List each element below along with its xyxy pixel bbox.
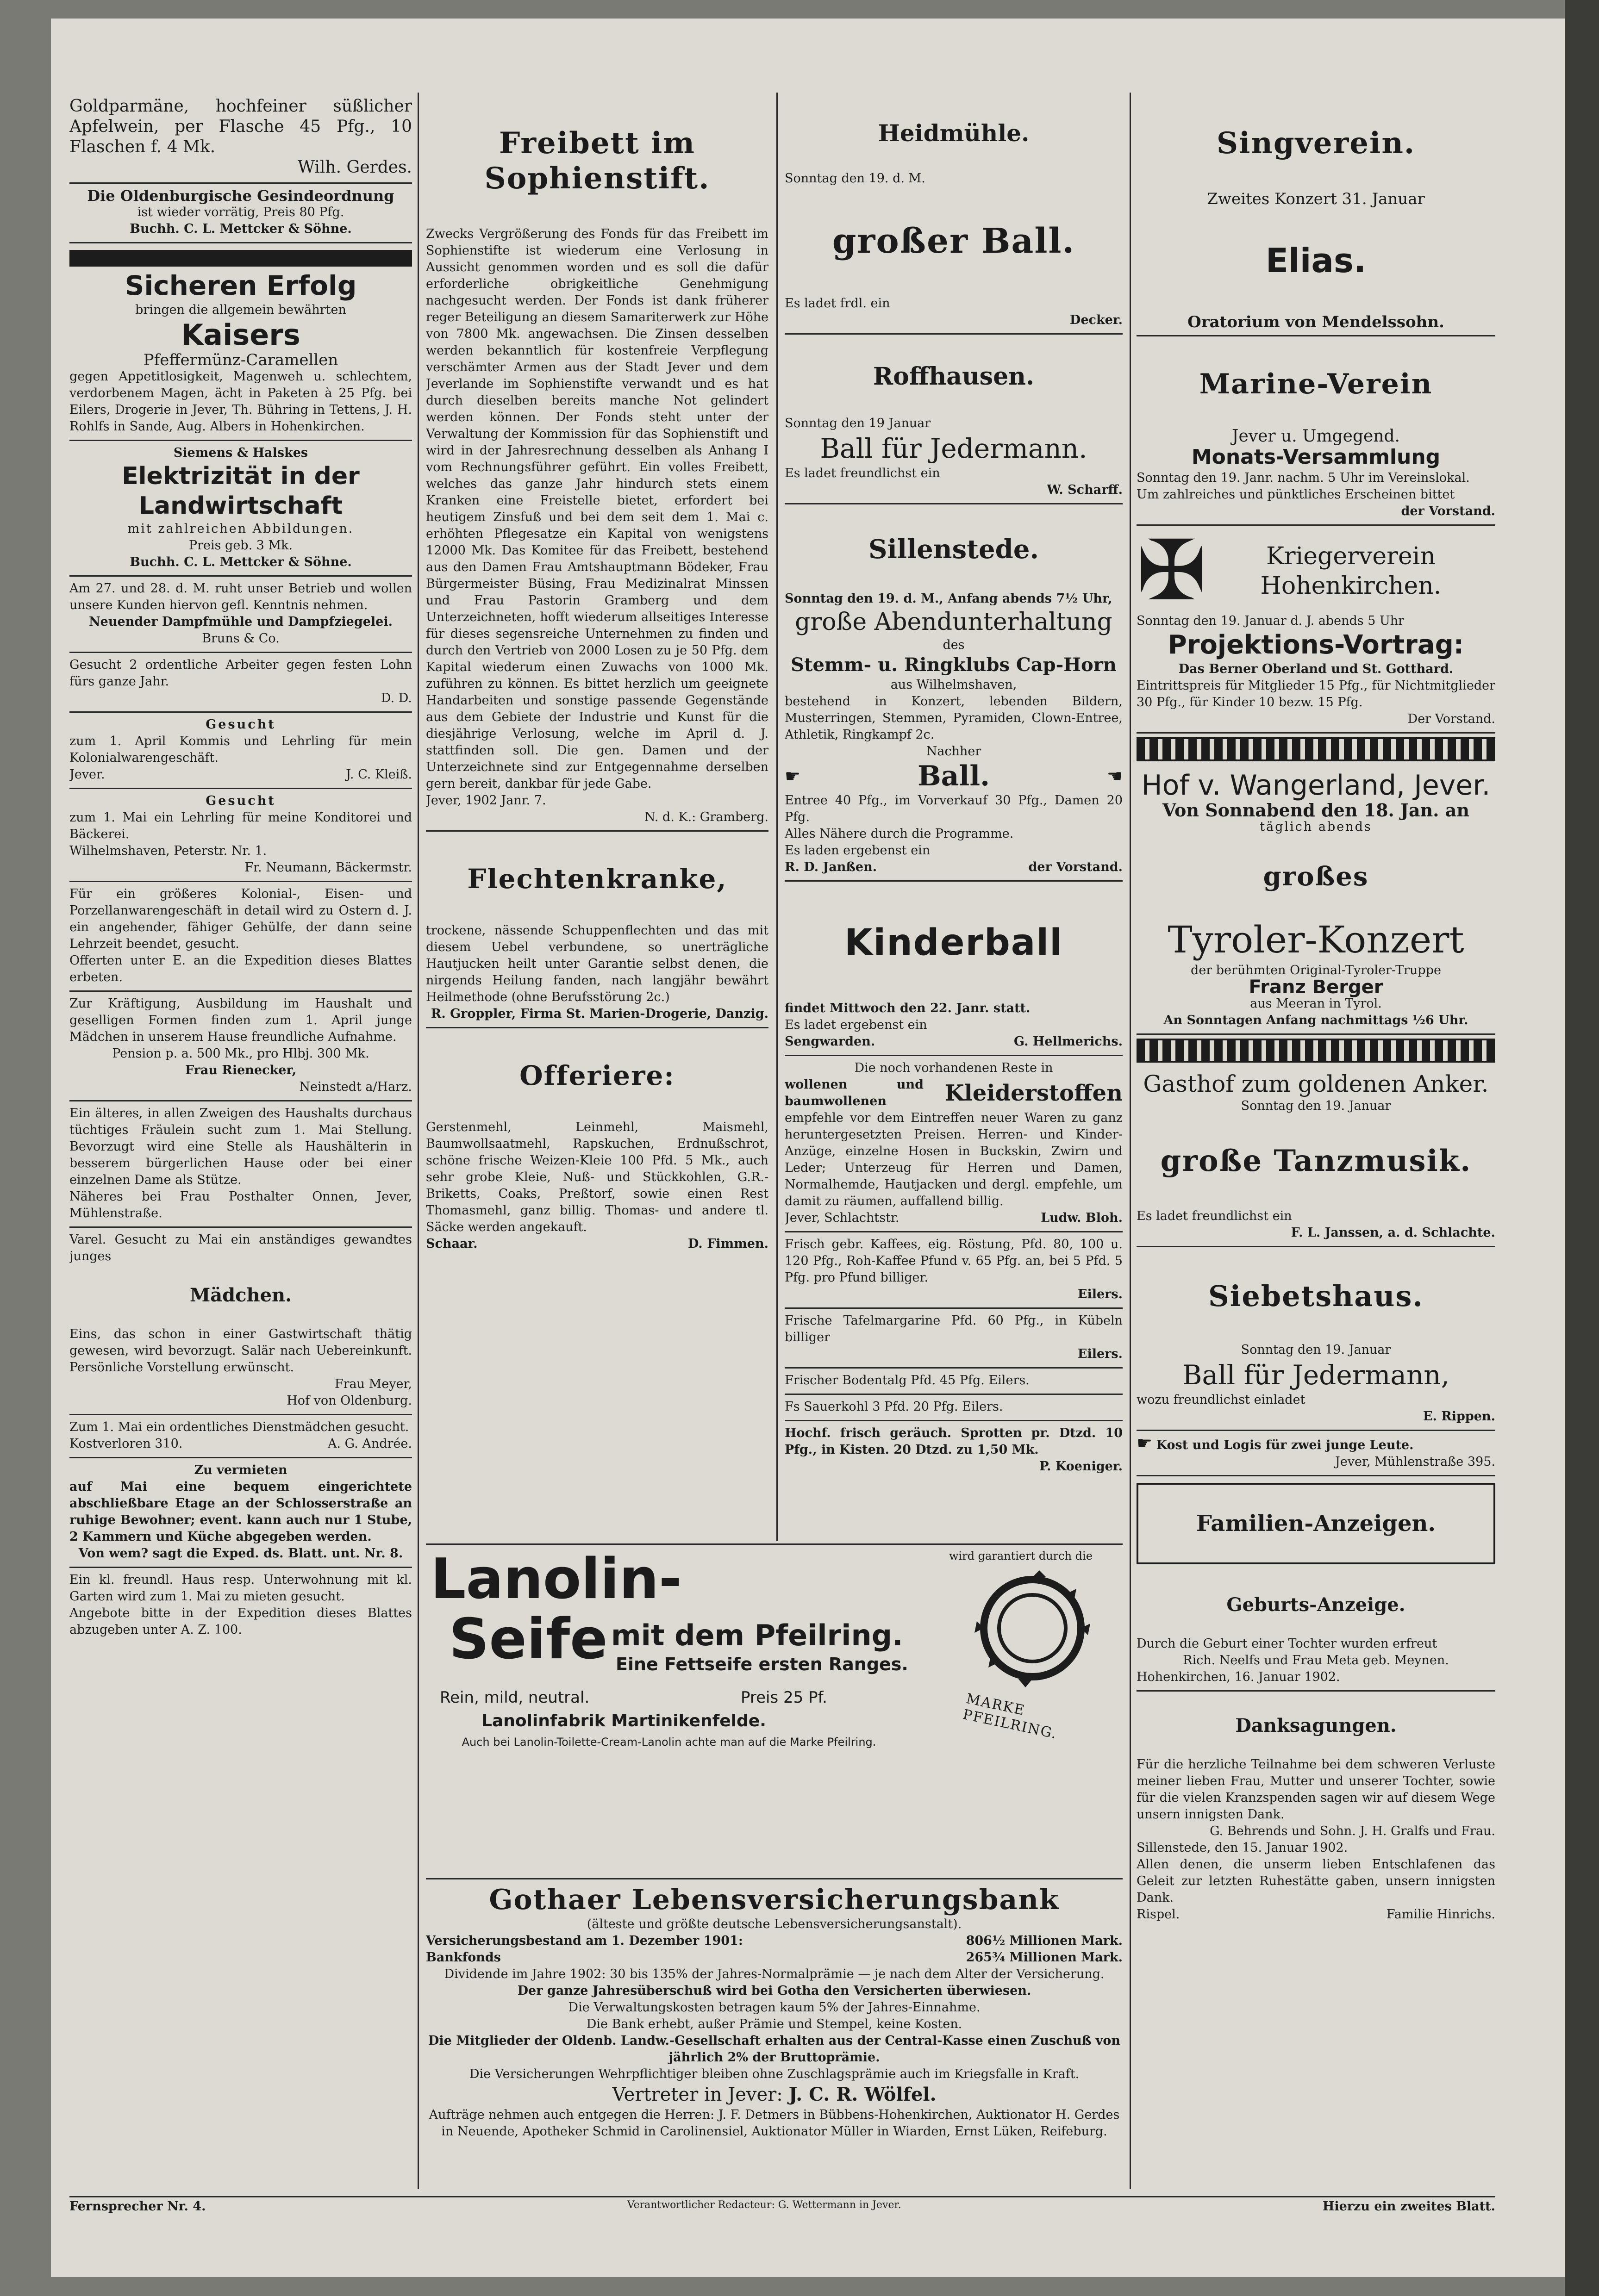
ad-price: Preis 25 Pf. — [741, 1688, 827, 1707]
ad-anker — [1137, 1066, 1495, 1247]
scan-edge — [1565, 0, 1599, 2296]
ad-topic: Das Berner Oberland und St. Gotthard. — [1178, 662, 1454, 676]
ad-offeriere — [426, 1028, 768, 1257]
ad-place: Wilhelmshaven, Peterstr. Nr. 1. — [69, 844, 267, 858]
ad-signature: Wilh. Gerdes. — [297, 158, 412, 177]
ad-sub: Oratorium von Mendelssohn. — [1187, 313, 1444, 331]
ad-signature: G. Hellmerichs. — [1014, 1034, 1123, 1049]
ad-title: Zu vermieten — [194, 1463, 287, 1477]
ad-work: Elias. — [1265, 241, 1367, 280]
ad-place: Hohenkirchen, 16. Januar 1902. — [1137, 1670, 1340, 1684]
ad-signature: Familie Hinrichs. — [1386, 1907, 1495, 1922]
ad-sub: Jever u. Umgegend. — [1232, 427, 1400, 446]
ad-lanolin — [426, 1543, 1123, 1879]
footer-phone: Fernsprecher Nr. 4. — [69, 2199, 206, 2214]
ad-date: Sonntag den 19. Januar — [1241, 1343, 1391, 1357]
ad-title: Offeriere: — [519, 1060, 675, 1091]
ad-text: auf Mai eine bequem eingerichtete abschließbare Etage an der Schlosserstraße an ruhige Bewohner; event. kann auch nur 1 Stube, 2 Kammern und Küche abgegeben werden. — [69, 1480, 412, 1544]
ad-title: Roffhausen. — [873, 362, 1035, 391]
ad-dank — [1137, 1692, 1495, 1928]
ad-event: Tyroler-Konzert — [1168, 918, 1464, 961]
ad-text: Ein kl. freundl. Haus resp. Unterwohnung mit kl. Garten wird zum 1. Mai zu mieten gesucht. — [69, 1573, 412, 1604]
ad-event: Monats-Versammlung — [1191, 445, 1441, 469]
ad-headline: Sicheren Erfolg — [125, 270, 357, 301]
ad-sillenstede — [785, 504, 1123, 882]
ad-dienstmaedchen — [69, 1415, 412, 1458]
ad-sub: (älteste und größte deutsche Lebensversicherungsanstalt). — [587, 1917, 962, 1931]
ad-wool: wollenen und baumwollenen — [785, 1077, 924, 1108]
ad-signature: Ludw. Bloh. — [1041, 1211, 1123, 1225]
ad-kleiderstoffen — [785, 1056, 1123, 1232]
ad-gesindeordnung — [69, 184, 412, 243]
decorative-bar — [69, 250, 412, 267]
ad-program: bestehend in Konzert, lebenden Bildern, Musterringen, Stemmen, Pyramiden, Clown-Entree, Athletik, Ringkampf 2c. — [785, 694, 1123, 742]
ad-sub: mit zahlreichen Abbildungen. — [127, 522, 354, 536]
ad-event: große Abendunterhaltung — [795, 608, 1112, 636]
ad-invite: Es ladet freundlichst ein — [1137, 1209, 1292, 1223]
ad-title: Kleiderstoffen — [944, 1080, 1123, 1106]
ad-text: ist wieder vorrätig, Preis 80 Pfg. — [137, 205, 344, 219]
pointing-hand-right-icon: ☛ — [785, 766, 801, 786]
ad-desc: der berühmten Original-Tyroler-Truppe — [1191, 963, 1441, 977]
ad-arbeiter — [69, 653, 412, 713]
ad-date: Sonntag den 19. Januar d. J. abends 5 Uhr — [1137, 614, 1405, 628]
ad-agent: J. C. R. Wölfel. — [788, 2084, 937, 2105]
ad-product: Pfeffermünz-Caramellen — [143, 351, 338, 369]
ad-price: Preis geb. 3 Mk. — [188, 538, 293, 553]
ad-title: Siebetshaus. — [1208, 1279, 1424, 1313]
iron-cross-icon: ✠ — [1137, 523, 1206, 619]
ad-agent-label: Vertreter in Jever: — [612, 2084, 783, 2105]
ad-after: Nachher — [926, 744, 981, 759]
ad-signature: D. D. — [381, 691, 412, 705]
ad-maker: Siemens & Halskes — [173, 446, 308, 460]
ad-wangerland — [1137, 765, 1495, 1035]
ad-place: Jever, Schlachtstr. — [785, 1211, 899, 1225]
ad-signature: N. d. K.: Gramberg. — [644, 810, 768, 824]
ad-signature: Eilers. — [1077, 1287, 1123, 1301]
ad-signature: Eilers. — [1077, 1347, 1123, 1361]
ad-geburt — [1137, 1571, 1495, 1692]
ad-line: Die Mitglieder der Oldenb. Landw.-Gesellschaft erhalten aus der Central-Kasse einen Zuschuß von jährlich 2% der Bruttoprämie. — [428, 2034, 1120, 2065]
ad-title: Geburts-Anzeige. — [1226, 1594, 1405, 1616]
ad-text: Sonntag den 19. Janr. nachm. 5 Uhr im Vereinslokal. — [1137, 471, 1470, 485]
ad-title: Mädchen. — [189, 1284, 292, 1306]
ad-lead: Varel. Gesucht zu Mai ein anständiges gewandtes junges — [69, 1232, 412, 1263]
ad-date: Sonntag den 19. d. M., Anfang abends 7½ Uhr, — [785, 591, 1112, 606]
ad-value: 806½ Millionen Mark. — [966, 1934, 1123, 1948]
ad-price: Entree 40 Pfg., im Vorverkauf 30 Pfg., Damen 20 Pfg. — [785, 793, 1123, 824]
ad-signature: R. Groppler, Firma St. Marien-Drogerie, Danzig. — [431, 1007, 768, 1021]
ad-date: Zweites Konzert 31. Januar — [1207, 190, 1425, 208]
column-3 — [785, 93, 1123, 1541]
ad-margarine — [785, 1309, 1123, 1369]
ad-label: Versicherungsbestand am 1. Dezember 1901: — [426, 1934, 743, 1948]
ad-signature: R. D. Janßen. — [785, 860, 877, 874]
ad-price: Eintrittspreis für Mitglieder 15 Pfg., für Nichtmitglieder 30 Pfg., für Kinder 10 bezw. 15 Pfg. — [1137, 678, 1495, 709]
ad-maedchen — [69, 1228, 412, 1415]
ad-roffhausen — [785, 335, 1123, 504]
ad-signature: Bruns & Co. — [202, 631, 280, 646]
ad-text: Frische Tafelmargarine Pfd. 60 Pfg., in Kübeln billiger — [785, 1313, 1123, 1344]
ad-text: Goldparmäne, hochfeiner süßlicher Apfelwein, per Flasche 45 Pfg., 10 Flaschen f. 4 Mk. — [69, 97, 412, 156]
ad-brand: Kaisers — [181, 318, 300, 352]
ad-sunday: An Sonntagen Anfang nachmittags ½6 Uhr. — [1163, 1013, 1468, 1027]
ad-date: Sonntag den 19. Januar — [1241, 1099, 1391, 1113]
ad-title: Freibett im Sophienstift. — [484, 126, 710, 196]
ad-signature: W. Scharff. — [1047, 483, 1123, 497]
ad-signature: E. Rippen. — [1423, 1409, 1495, 1424]
ad-text: Gerstenmehl, Leinmehl, Maismehl, Baumwollsaatmehl, Rapskuchen, Erdnußschrot, schöne frische Weizen-Kleie 100 Pfd. 5 Mk., auch sehr grobe Kleie, Nuß- und Stückkohlen, G.R.-Briketts, Coaks, Preßtorf, sowie einen Rest Thomasmehl, ganz billig. Thomas- und andere tl. Säcke werden angekauft. — [426, 1120, 768, 1234]
ad-text: Zum 1. Mai ein ordentliches Dienstmädchen gesucht. — [69, 1420, 409, 1434]
ad-place: Hof von Oldenburg. — [287, 1394, 412, 1408]
ad-footer: Aufträge nehmen auch entgegen die Herren: J. F. Detmers in Bübbens-Hohenkirchen, Auktionator H. Gerdes in Neuende, Apotheker Schmid in Carolinensiel, Auktionator Müller in Wiarden, Ernst Lüken, Reifeburg. — [429, 2108, 1120, 2139]
ad-event: Projektions-Vortrag: — [1168, 630, 1464, 660]
ad-haus — [69, 1568, 412, 1643]
ad-title: Die Oldenburgische Gesindeordnung — [87, 187, 394, 205]
ad-place: Schaar. — [426, 1237, 478, 1251]
column-rule — [776, 93, 778, 1541]
ad-claim: mit dem Pfeilring. — [611, 1618, 903, 1652]
column-1 — [69, 93, 412, 2189]
ad-title: Hof v. Wangerland, Jever. — [1141, 769, 1491, 802]
ad-place: Sillenstede, den 15. Januar 1902. — [1137, 1841, 1348, 1855]
ad-text: Zur Kräftigung, Ausbildung im Haushalt und geselligen Formen finden zum 1. April junge Mädchen in unserem Hause freundliche Aufnahme. — [69, 996, 412, 1044]
ad-signature: der Vorstand. — [1028, 860, 1123, 874]
ad-date: Sonntag den 19. d. M. — [785, 171, 925, 186]
ad-invite: wozu freundlichst einladet — [1137, 1393, 1305, 1407]
ad-label: Bankfonds — [426, 1950, 501, 1965]
ad-ball: Ball. — [917, 760, 990, 792]
ad-sauerkohl — [785, 1395, 1123, 1421]
ad-kaisers — [69, 243, 412, 441]
ad-title: Gesucht — [206, 794, 276, 808]
ad-title: Kriegerverein Hohenkirchen. — [1260, 542, 1442, 600]
ad-title: Danksagungen. — [1235, 1715, 1397, 1736]
ad-signature: F. L. Janssen, a. d. Schlachte. — [1291, 1226, 1495, 1240]
ad-text: Fs Sauerkohl 3 Pfd. 20 Pfg. Eilers. — [785, 1400, 1003, 1414]
ad-title: Kinderball — [844, 922, 1063, 964]
ad-text: Allen denen, die unserm lieben Entschlafenen das Geleit zur letzten Ruhestätte gaben, unsern innigsten Dank. — [1137, 1857, 1495, 1905]
ad-title: Sillenstede. — [868, 534, 1039, 565]
ad-signature: Frau Meyer, — [334, 1377, 412, 1391]
ad-text: Kost und Logis für zwei junge Leute. — [1156, 1438, 1414, 1452]
ad-text: Für ein größeres Kolonial-, Eisen- und Porzellanwarengeschäft in detail wird zu Ostern d. J. ein angehender, fähiger Gehülfe, der dann seine Lehrzeit beendet, gesucht. — [69, 887, 412, 951]
ad-guarantee: wird garantiert durch die — [949, 1549, 1093, 1562]
ad-title: Marine-Verein — [1199, 368, 1433, 400]
ad-company: Neuender Dampfmühle und Dampfziegelei. — [88, 615, 393, 629]
ad-title: Heidmühle. — [878, 119, 1030, 147]
ad-place: Neinstedt a/Harz. — [299, 1080, 412, 1094]
ad-flechten — [426, 832, 768, 1028]
ad-event: große Tanzmusik. — [1160, 1144, 1472, 1178]
ad-gesucht-lehrling — [69, 789, 412, 882]
ad-more: Alles Nähere durch die Programme. — [785, 827, 1014, 841]
ad-event: großer Ball. — [832, 221, 1075, 261]
ad-brand: Lanolin- — [431, 1547, 682, 1612]
ad-note: Näheres bei Frau Posthalter Onnen, Jever, Mühlenstraße. — [69, 1189, 412, 1220]
ad-marine — [1137, 336, 1495, 526]
ad-signature: A. G. Andrée. — [327, 1437, 412, 1451]
ad-brand: Seife — [449, 1607, 608, 1672]
ad-kinderball — [785, 882, 1123, 1056]
page-footer — [69, 2196, 1495, 2215]
ad-text: Eins, das schon in einer Gastwirtschaft thätig gewesen, wird bevorzugt. Salär nach Uebereinkunft. Persönliche Vorstellung erwünscht. — [69, 1327, 412, 1375]
ad-from: Von Sonnabend den 18. Jan. an — [1162, 800, 1469, 821]
ad-note: Auch bei Lanolin-Toilette-Cream-Lanolin achte man auf die Marke Pfeilring. — [462, 1736, 876, 1748]
ad-text: Gesucht 2 ordentliche Arbeiter gegen festen Lohn fürs ganze Jahr. — [69, 658, 412, 689]
pfeilring-logo-icon — [958, 1568, 1106, 1702]
ad-signature: der Vorstand. — [1401, 504, 1495, 518]
ad-gotha — [426, 1884, 1123, 2189]
ad-text: Für die herzliche Teilnahme bei dem schweren Verluste meiner lieben Frau, Mutter und unserer Tochter, sowie für die vielen Kranzspenden sagen wir auf diesem Wege unsern innigsten Dank. — [1137, 1757, 1495, 1822]
ad-text: trockene, nässende Schuppenflechten und das mit diesem Uebel verbundene, so unerträgliche Hautjucken heilt unter Garantie selbst denen, die nirgends Heilung fanden, nach langjähr bewährt Heilmethode (ohne Berufsstörung 2c.) — [426, 923, 768, 1004]
ad-club: Stemm- u. Ringklubs Cap-Horn — [791, 654, 1117, 676]
ad-place: Rispel. — [1137, 1907, 1180, 1922]
ad-note: Von wem? sagt die Exped. ds. Blatt. unt. Nr. 8. — [78, 1546, 403, 1561]
ad-kaffee — [785, 1232, 1123, 1309]
ad-goldparmaene — [69, 93, 412, 184]
ad-signature: Frau Rienecker, — [185, 1063, 297, 1077]
ad-text: empfehle vor dem Eintreffen neuer Waren zu ganz heruntergesetzten Preisen. Herren- und Kinder-Anzüge, einzelne Hosen in Buckskin, Zwirn und Leder; Unterzeug für Herren und Damen, Normalhemde, Hautjacken und dergl. empfehle, um damit zu räumen, auffallend billig. — [785, 1111, 1123, 1208]
ad-signature: D. Fimmen. — [687, 1237, 768, 1251]
pointing-hand-icon: ☛ — [1137, 1433, 1153, 1453]
ad-title: Gothaer Lebensversicherungsbank — [489, 1884, 1060, 1916]
ad-sub: bringen die allgemein bewährten — [135, 303, 346, 317]
ad-text: Durch die Geburt einer Tochter wurden erfreut — [1137, 1636, 1437, 1651]
ad-text: zum 1. April Kommis und Lehrling für mein Kolonialwarengeschäft. — [69, 734, 412, 765]
ad-siemens — [69, 441, 412, 577]
ad-krieger — [1137, 523, 1495, 734]
ad-text: Frisch gebr. Kaffees, eig. Röstung, Pfd. 80, 100 u. 120 Pfg., Roh-Kaffee Pfund v. 65 Pfg. an, bei 5 Pfd. 5 Pfg. pro Pfund billiger. — [785, 1237, 1123, 1285]
column-2 — [426, 93, 768, 1541]
ad-line: Die Bank erhebt, außer Prämie und Stempel, keine Kosten. — [586, 2017, 962, 2031]
ad-kost — [1137, 1431, 1495, 1476]
ad-signature: Decker. — [1069, 313, 1123, 327]
ad-dampfmuehle — [69, 577, 412, 653]
ad-line: Die Verwaltungskosten betragen kaum 5% der Jahres-Einnahme. — [568, 2000, 981, 2015]
footer-editor: Verantwortlicher Redacteur: G. Wettermann in Jever. — [627, 2199, 901, 2211]
ad-sprotten — [785, 1421, 1123, 1480]
ad-kraeftigung — [69, 992, 412, 1101]
column-4 — [1137, 93, 1495, 2189]
ad-place: Sengwarden. — [785, 1034, 875, 1049]
ad-singverein — [1137, 93, 1495, 336]
ad-freibett — [426, 93, 768, 832]
ad-text: gegen Appetitlosigkeit, Magenweh u. schlechtem, verdorbenem Magen, ächt in Paketen à 25 Pfg. bei Eilers, Drogerie in Jever, Th. Bühring in Tettens, J. H. Rohlfs in Sande, Aug. Albers in Hohenkirchen. — [69, 369, 412, 434]
ad-invite: Es laden ergebenst ein — [785, 843, 931, 858]
ad-pension: Pension p. a. 500 Mk., pro Hlbj. 300 Mk. — [112, 1046, 369, 1061]
ad-place: Jever, Mühlenstraße 395. — [1335, 1455, 1495, 1469]
ad-signature: Fr. Neumann, Bäckermstr. — [244, 860, 412, 875]
ad-heidmuehle — [785, 93, 1123, 335]
decorative-border — [1137, 1039, 1495, 1063]
column-rule — [418, 93, 419, 2189]
ad-event: Ball für Jedermann, — [1182, 1359, 1450, 1391]
ad-great: großes — [1263, 861, 1369, 892]
ad-signature: J. C. Kleiß. — [346, 767, 412, 782]
ad-text: Ein älteres, in allen Zweigen des Haushalts durchaus tüchtiges Fräulein sucht zum 1. Mai Stellung. Bevorzugt wird eine Stelle als Haushälterin in besserem bürgerlichen Hause oder bei einer einzelnen Dame als Stütze. — [69, 1106, 412, 1187]
ad-daily: täglich abends — [1260, 820, 1372, 834]
ad-fraeulein — [69, 1101, 412, 1228]
ad-invite: Es ladet ergebenst ein — [785, 1018, 927, 1032]
ad-bodentalg — [785, 1369, 1123, 1395]
ad-line: Der ganze Jahresüberschuß wird bei Gotha den Versicherten überwiesen. — [517, 1984, 1031, 1998]
ad-line: Dividende im Jahre 1902: 30 bis 135% der Jahres-Normalprämie — je nach dem Alter der Versicherung. — [444, 1967, 1105, 1981]
ad-factory: Lanolinfabrik Martinikenfelde. — [481, 1711, 766, 1730]
ad-logo-text: MARKE PFEILRING. — [961, 1690, 1059, 1742]
ad-title: Flechtenkranke, — [467, 863, 727, 895]
ad-names: Rich. Neelfs und Frau Meta geb. Meynen. — [1183, 1653, 1449, 1668]
ad-signature: Der Vorstand. — [1407, 712, 1495, 726]
ad-date: Jever, 1902 Janr. 7. — [426, 793, 546, 808]
ad-invite: Es ladet freundlichst ein — [785, 466, 940, 480]
ad-kolonial — [69, 882, 412, 992]
ad-signature: Buchh. C. L. Mettcker & Söhne. — [130, 222, 352, 236]
ad-date: Sonntag den 19 Januar — [785, 416, 931, 430]
column-rule — [1130, 93, 1131, 2189]
ad-place: Kostverloren 310. — [69, 1437, 183, 1451]
ad-note: Angebote bitte in der Expedition dieses Blattes abzugeben unter A. Z. 100. — [69, 1606, 412, 1637]
ad-leader: Franz Berger — [1249, 977, 1383, 998]
ad-qualities: Rein, mild, neutral. — [440, 1688, 590, 1707]
ad-sub: Eine Fettseife ersten Ranges. — [616, 1654, 908, 1674]
ad-event: Ball für Jedermann. — [820, 433, 1087, 464]
ad-note: Um zahlreiches und pünktliches Erscheinen bittet — [1137, 487, 1455, 502]
ad-origin: aus Meeran in Tyrol. — [1250, 996, 1382, 1011]
ad-text: zum 1. Mai ein Lehrling für meine Konditorei und Bäckerei. — [69, 810, 412, 841]
ad-text: Zwecks Vergrößerung des Fonds für das Freibett im Sophienstifte ist wiederum eine Verlosung in Aussicht genommen worden und es soll die dafür erforderliche obrigkeitliche Genehmigung nachgesucht werden. Der Fonds ist dank früherer reger Beteiligung an diesem Samariterwerk zur Höhe von 7800 Mk. angewachsen. Die Zinsen desselben werden bekanntlich für kostenfreie Verpflegung verschämter Armen aus der Stadt Jever und dem Jeverlande im Sophienstifte verwandt und es hat durch dieselben bereits manche Not gelindert werden können. Der Fonds steht unter der Verwaltung der Kommission für das Sophienstift und wird in der Jahresrechnung desselben als Anhang I vom Rechnungsführer geführt. Ein volles Freibett, welches das ganze Jahr hindurch stets einem Kranken eine Freistelle bietet, erfordert bei heutigem Zinsfuß und bei dem seit dem 1. Mai c. erhöhten Pflegesatze ein Kapital von wenigstens 12000 Mk. Das Komitee für das Freibett, bestehend aus den Damen Frau Amtshauptmann Bödeker, Frau Bürgermeister Büsing, Frau Medizinalrat Minssen und Frau Pastorin Gramberg und dem Unterzeichneten, hofft wiederum allseitiges Interesse für dieses segensreiche Unternehmen zu finden und durch den Vertrieb von 2000 Losen zu je 50 Pfg. dem Kapital wiederum einen Zuwachs von 1000 Mk. zuführen zu können. Es bittet herzlich um geeignete Handarbeiten und sonstige passende Gegenstände aus dem Gebiete der Industrie und Kunst für die diesjährige Verlosung, welche im April d. J. stattfinden soll. Die gen. Damen und der Unterzeichnete sind zur Entgegennahme derselben gern bereit, dankbar für jede Gabe. — [426, 227, 768, 791]
ad-lead: Die noch vorhandenen Reste in — [854, 1061, 1053, 1075]
ad-text: Frischer Bodentalg Pfd. 45 Pfg. Eilers. — [785, 1373, 1030, 1388]
ad-signature: P. Koeniger. — [1039, 1459, 1123, 1474]
ad-place: Jever. — [69, 767, 105, 782]
ad-note: Offerten unter E. an die Expedition dieses Blattes erbeten. — [69, 953, 412, 984]
newspaper-content — [69, 93, 1528, 2231]
ad-vermieten — [69, 1458, 412, 1568]
ad-title: Singverein. — [1216, 126, 1416, 161]
ad-des: des — [943, 638, 965, 652]
ad-text: findet Mittwoch den 22. Janr. statt. — [785, 1001, 1031, 1015]
ad-title: Gasthof zum goldenen Anker. — [1143, 1070, 1489, 1097]
ad-signature: G. Behrends und Sohn. J. H. Gralfs und Frau. — [1210, 1824, 1495, 1838]
section-title: Familien-Anzeigen. — [1196, 1511, 1436, 1537]
ad-signature: Buchh. C. L. Mettcker & Söhne. — [130, 555, 352, 569]
decorative-border — [1137, 737, 1495, 761]
footer-supplement: Hierzu ein zweites Blatt. — [1322, 2199, 1495, 2214]
pointing-hand-left-icon: ☚ — [1106, 766, 1123, 786]
ad-from: aus Wilhelmshaven, — [890, 678, 1017, 692]
ad-title: Gesucht — [206, 717, 276, 732]
ad-siebetshaus — [1137, 1247, 1495, 1431]
ad-text: Am 27. und 28. d. M. ruht unser Betrieb und wollen unsere Kunden hiervon gefl. Kenntnis nehmen. — [69, 581, 412, 612]
ad-gesucht-kommis — [69, 713, 412, 789]
ad-line: Die Versicherungen Wehrpflichtiger bleiben ohne Zuschlagsprämie auch im Kriegsfalle in Kraft. — [469, 2067, 1080, 2081]
ad-text: Hochf. frisch geräuch. Sprotten pr. Dtzd. 10 Pfg., in Kisten. 20 Dtzd. zu 1,50 Mk. — [785, 1426, 1123, 1457]
ad-title: Elektrizität in der Landwirtschaft — [122, 462, 360, 520]
ad-value: 265¾ Millionen Mark. — [966, 1950, 1123, 1965]
ad-invite: Es ladet frdl. ein — [785, 296, 890, 311]
familien-header — [1137, 1483, 1495, 1564]
